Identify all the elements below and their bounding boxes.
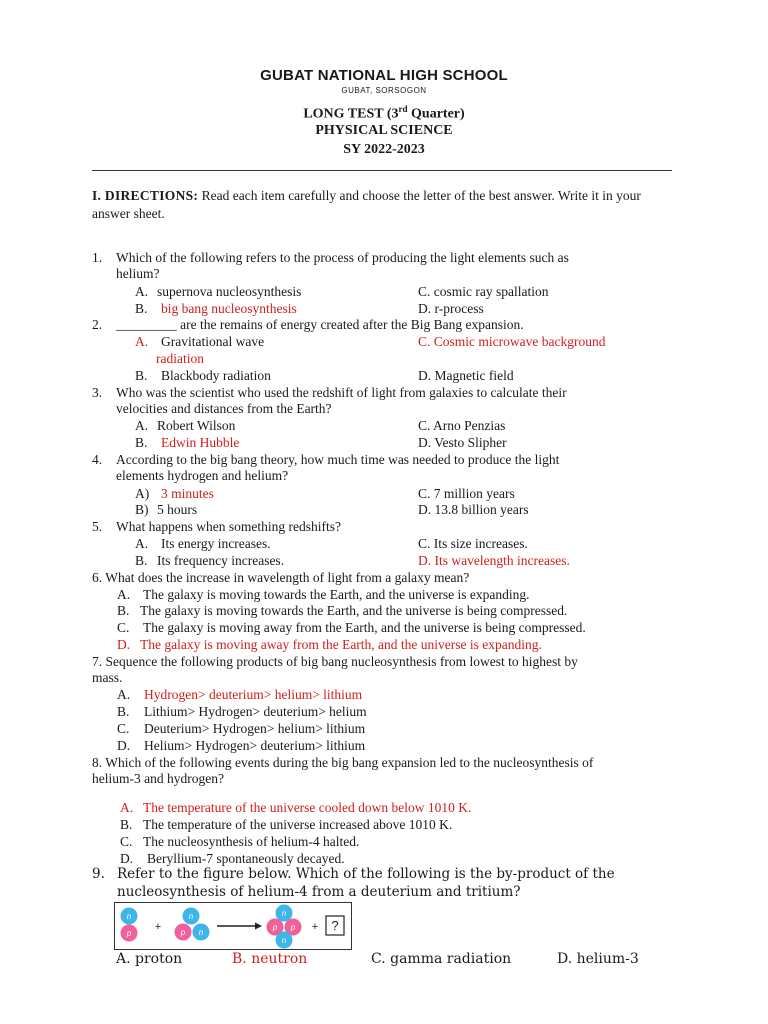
plus-sign: + [311, 921, 319, 933]
q2-option-b: Blackbody radiation [161, 368, 271, 383]
school-name: GUBAT NATIONAL HIGH SCHOOL [260, 67, 508, 84]
q8-option-d: Beryllium-7 spontaneously decayed. [147, 851, 345, 866]
q5-number: 5. [92, 519, 103, 534]
q2-option-d: D. Magnetic field [418, 368, 514, 383]
fusion-diagram [115, 903, 351, 949]
q9-option-a: A. proton [116, 951, 183, 967]
q8-stem-line2: helium-3 and hydrogen? [92, 771, 224, 786]
q4-option-b-letter: B) [135, 502, 149, 517]
q1-option-a: supernova nucleosynthesis [157, 284, 302, 299]
q7-option-c: Deuterium> Hydrogen> helium> lithium [144, 721, 366, 736]
q5-option-d-answer: D. Its wavelength increases. [418, 553, 570, 568]
q2-option-c-answer: C. Cosmic microwave background [418, 334, 606, 349]
q6-stem: 6. What does the increase in wavelength of light from a galaxy mean? [92, 570, 470, 585]
q7-option-b-letter: B. [117, 704, 130, 719]
q4-option-b: 5 hours [157, 502, 198, 517]
q8-option-c-letter: C. [120, 834, 133, 849]
neutron-label: n [126, 912, 132, 921]
q3-option-a: Robert Wilson [157, 418, 236, 433]
proton-label: p [180, 928, 186, 937]
q7-option-d: Helium> Hydrogen> deuterium> lithium [144, 738, 366, 753]
proton-label: p [272, 923, 278, 932]
q1-option-a-letter: A. [135, 284, 149, 299]
q1-option-b-answer: big bang nucleosynthesis [161, 301, 297, 316]
q4-stem-line2: elements hydrogen and helium? [116, 468, 289, 483]
q8-option-b-letter: B. [120, 817, 133, 832]
q9-stem-line2: nucleosynthesis of helium-4 from a deuterium and tritium? [117, 884, 521, 900]
fusion-figure [114, 902, 352, 950]
q1-stem-line1: Which of the following refers to the process of producing the light elements such as [116, 250, 569, 265]
q3-option-a-letter: A. [135, 418, 149, 433]
q9-option-c: C. gamma radiation [371, 951, 512, 967]
neutron-label: n [281, 909, 287, 918]
q5-option-b-letter: B. [135, 553, 148, 568]
plus-sign: + [154, 921, 162, 933]
q2-option-a-line1: Gravitational wave [161, 334, 265, 349]
q6-option-a: The galaxy is moving towards the Earth, and the universe is expanding. [143, 587, 530, 602]
q3-stem-line2: velocities and distances from the Earth? [116, 401, 332, 416]
proton-label: p [126, 929, 132, 938]
q7-option-d-letter: D. [117, 738, 131, 753]
q5-stem: What happens when something redshifts? [116, 519, 341, 534]
q3-option-c: C. Arno Penzias [418, 418, 506, 433]
neutron-label: n [198, 928, 204, 937]
q9-stem-line1: Refer to the figure below. Which of the following is the by-product of the [117, 866, 615, 882]
q1-stem-line2: helium? [116, 266, 160, 281]
q6-option-b: The galaxy is moving towards the Earth, and the universe is being compressed. [140, 603, 568, 618]
q4-stem-line1: According to the big bang theory, how much time was needed to produce the light [116, 452, 560, 467]
test-title: LONG TEST (3rd Quarter) [303, 104, 465, 122]
q1-number: 1. [92, 250, 103, 265]
q3-stem-line1: Who was the scientist who used the redshift of light from galaxies to calculate their [116, 385, 567, 400]
neutron-label: n [188, 912, 194, 921]
school-location: GUBAT, SORSOGON [341, 86, 427, 95]
q6-option-b-letter: B. [117, 603, 130, 618]
arrow-head-icon [255, 923, 262, 930]
q3-option-b-letter: B. [135, 435, 148, 450]
neutron-label: n [281, 936, 287, 945]
q4-option-d: D. 13.8 billion years [418, 502, 529, 517]
q6-option-c: The galaxy is moving away from the Earth, and the universe is being compressed. [143, 620, 586, 635]
q9-option-d: D. helium-3 [557, 951, 639, 967]
q2-option-a-letter: A. [135, 334, 149, 349]
subject-title: PHYSICAL SCIENCE [315, 123, 453, 138]
q6-option-d-answer: The galaxy is moving away from the Earth, and the universe is expanding. [140, 637, 542, 652]
q8-option-a-letter: A. [120, 800, 134, 815]
header-divider [92, 170, 672, 171]
q7-stem-line1: 7. Sequence the following products of big bang nucleosynthesis from lowest to highest by [92, 654, 578, 669]
q9-option-b-answer: B. neutron [232, 951, 308, 967]
q1-option-d: D. r-process [418, 301, 484, 316]
q2-option-b-letter: B. [135, 368, 148, 383]
q1-option-c: C. cosmic ray spallation [418, 284, 549, 299]
q8-option-d-letter: D. [120, 851, 134, 866]
q6-option-a-letter: A. [117, 587, 131, 602]
q4-option-a-answer: 3 minutes [161, 486, 214, 501]
q2-option-a-line2: radiation [156, 351, 204, 366]
q8-option-a-answer: The temperature of the universe cooled down below 1010 K. [143, 800, 472, 815]
q2-number: 2. [92, 317, 103, 332]
proton-label: p [290, 923, 296, 932]
q3-option-b-answer: Edwin Hubble [161, 435, 240, 450]
q7-option-a-answer: Hydrogen> deuterium> helium> lithium [144, 687, 363, 702]
q8-option-b: The temperature of the universe increased above 1010 K. [143, 817, 453, 832]
q7-option-b: Lithium> Hydrogen> deuterium> helium [144, 704, 367, 719]
q3-option-d: D. Vesto Slipher [418, 435, 507, 450]
q4-option-a-letter: A) [135, 486, 150, 501]
q8-stem-line1: 8. Which of the following events during the big bang expansion led to the nucleosynthesis of [92, 755, 594, 770]
q7-stem-line2: mass. [92, 670, 123, 685]
question-mark-icon: ? [331, 918, 339, 933]
q2-stem: _________ are the remains of energy created after the Big Bang expansion. [116, 317, 524, 332]
q1-option-b-letter: B. [135, 301, 148, 316]
q9-number: 9. [92, 866, 105, 882]
school-year: SY 2022-2023 [343, 142, 425, 157]
q4-option-c: C. 7 million years [418, 486, 515, 501]
q5-option-a: Its energy increases. [161, 536, 271, 551]
q6-option-d-letter: D. [117, 637, 131, 652]
q5-option-a-letter: A. [135, 536, 149, 551]
q6-option-c-letter: C. [117, 620, 130, 635]
q8-option-c: The nucleosynthesis of helium-4 halted. [143, 834, 360, 849]
q4-number: 4. [92, 452, 103, 467]
q5-option-c: C. Its size increases. [418, 536, 528, 551]
q3-number: 3. [92, 385, 103, 400]
directions: I. DIRECTIONS: Read each item carefully and choose the letter of the best answer. Write it in your answer sheet. [92, 188, 641, 221]
q7-option-a-letter: A. [117, 687, 131, 702]
q7-option-c-letter: C. [117, 721, 130, 736]
q5-option-b: Its frequency increases. [157, 553, 285, 568]
